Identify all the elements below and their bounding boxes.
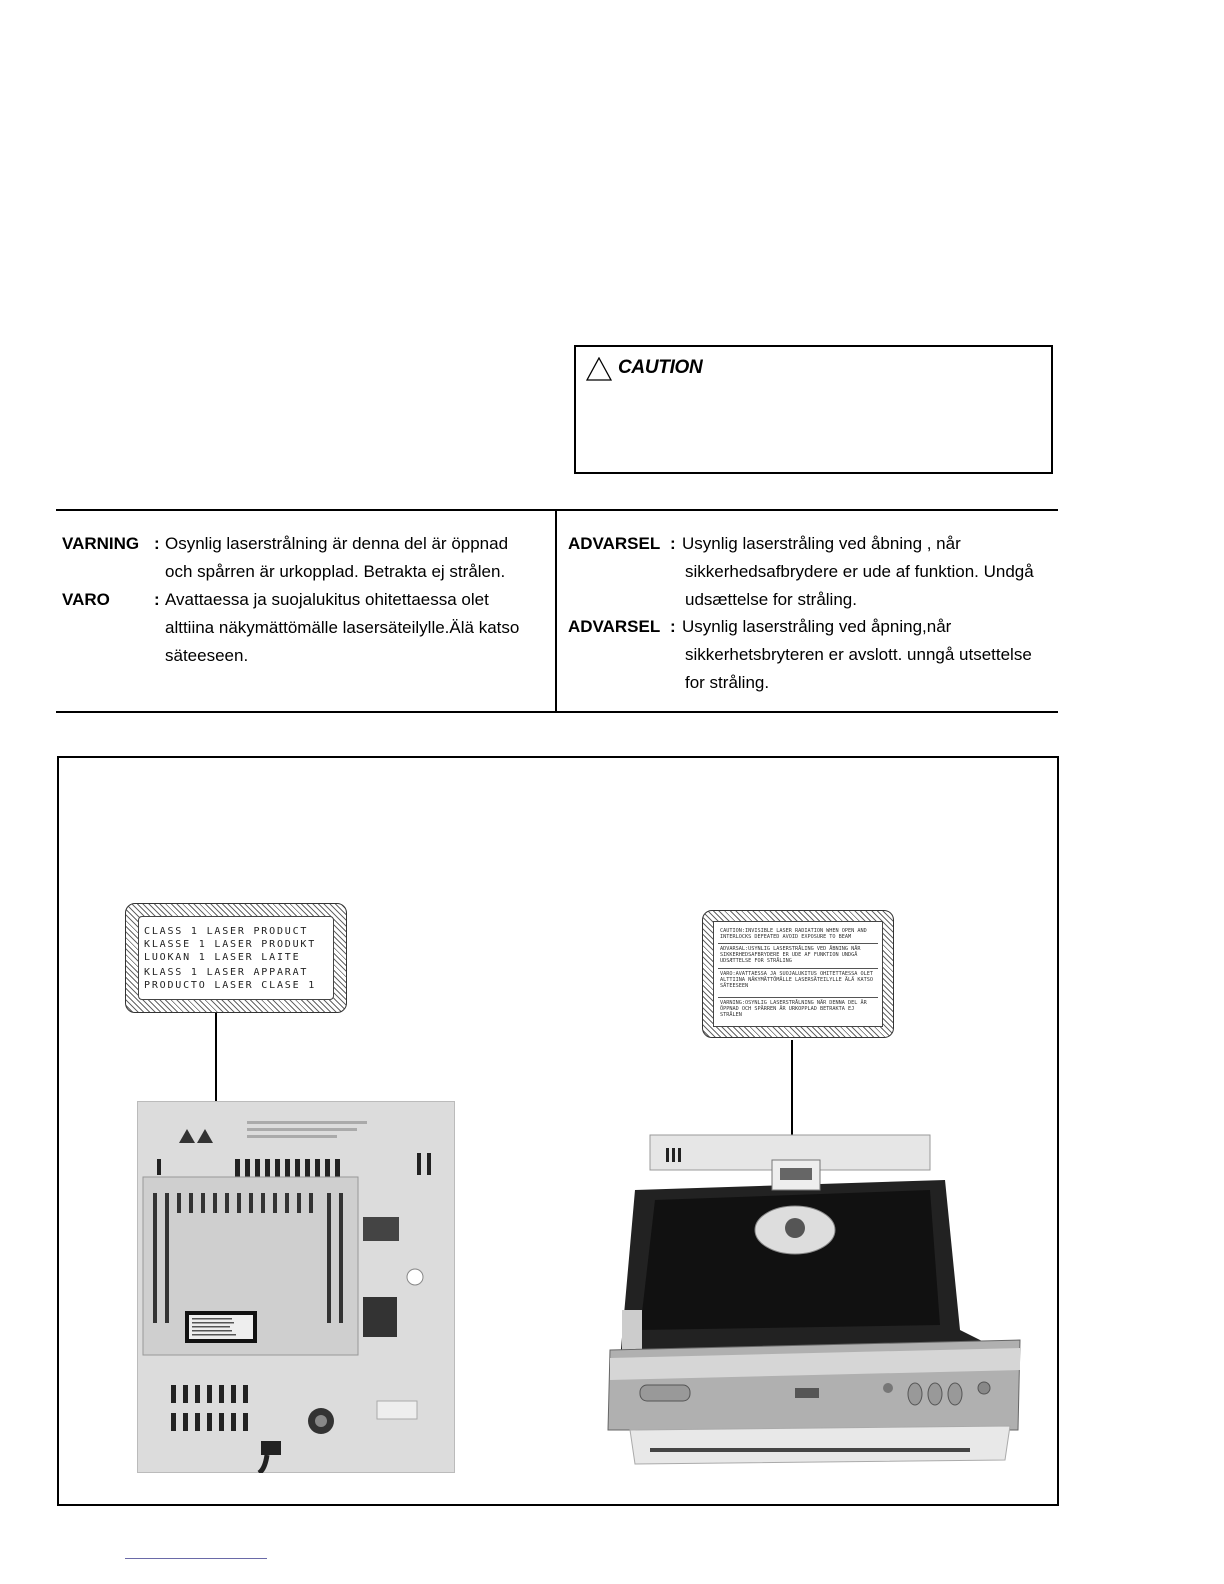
caution-label-block: CAUTION:INVISIBLE LASER RADIATION WHEN OPEN AND INTERLOCKS DEFEATED AVOID EXPOSURE TO BEAM: [720, 928, 867, 940]
warning-text-line: for stråling.: [685, 673, 770, 692]
warning-text-line: och spårren är urkopplad. Betrakta ej strålen.: [165, 562, 506, 581]
warning-label: ADVARSEL: [568, 534, 661, 553]
class1-label-line: KLASS 1 LASER APPARAT: [144, 967, 309, 978]
warning-colon: :: [154, 590, 160, 609]
warning-label: VARO: [62, 590, 110, 609]
warning-colon: :: [670, 617, 676, 636]
warning-text-line: Avattaessa ja suojalukitus ohitettaessa olet: [165, 590, 489, 609]
cd-mechanism-photo: [600, 1130, 1030, 1470]
caution-label-divider: [718, 968, 878, 969]
rear-panel-photo: [137, 1101, 455, 1473]
warning-advarsel-da: [568, 530, 1054, 620]
caution-label-block: ADVARSAL:USYNLIG LASERSTRÅLING VED ÅBNING NÅR SIKKERHEDSAFBRYDERE ER UDE AF FUNKTION UNDGÅ UDSÆTTELSE FOR STRÅLING: [720, 946, 861, 964]
warning-label: VARNING: [62, 534, 140, 553]
warning-text-line: Usynlig laserstråling ved åbning , når: [682, 534, 961, 553]
class1-label-line: LUOKAN 1 LASER LAITE: [144, 952, 301, 963]
footer-rule: [125, 1558, 267, 1559]
table-top-rule: [56, 509, 1058, 511]
warning-text-line: alttiina näkymättömälle lasersäteilylle.Älä katso: [165, 618, 520, 637]
class1-laser-label: [125, 903, 347, 1013]
warning-triangle-icon: [586, 357, 612, 381]
caution-laser-label: [702, 910, 894, 1038]
warning-varning: [62, 530, 547, 590]
caution-title: CAUTION: [618, 357, 703, 378]
warning-varo: [62, 586, 547, 676]
warning-text-line: sikkerhedsafbrydere er ude af funktion. Undgå: [685, 562, 1034, 581]
warning-colon: :: [154, 534, 160, 553]
caution-label-divider: [718, 943, 878, 944]
caution-box: [574, 345, 1053, 474]
class1-label-line: PRODUCTO LASER CLASE 1: [144, 980, 317, 991]
warning-advarsel-no: [568, 613, 1054, 703]
warning-text-line: Usynlig laserstråling ved åpning,når: [682, 617, 952, 636]
caution-label-block: VARNING:OSYNLIG LASERSTRÅLNING NÄR DENNA DEL ÄR ÖPPNAD OCH SPÄRREN ÄR URKOPPLAD BETRAKTA EJ STRÅLEN: [720, 1000, 867, 1018]
class1-label-line: KLASSE 1 LASER PRODUKT: [144, 939, 317, 950]
caution-label-block: VARO:AVATTAESSA JA SUOJALUKITUS OHITETTAESSA OLET ALTTIINA NÄKYMÄTTÖMÄLLE LASERSÄTEILYLLE ÄLÄ KATSO SÄTEESEEN: [720, 971, 874, 989]
warning-label: ADVARSEL: [568, 617, 661, 636]
warning-colon: :: [670, 534, 676, 553]
table-column-divider: [555, 509, 557, 713]
warning-text-line: sikkerhetsbryteren er avslott. unngå utsettelse: [685, 645, 1032, 664]
warning-text-line: säteeseen.: [165, 646, 249, 665]
table-bottom-rule: [56, 711, 1058, 713]
caution-label-inner: [713, 921, 883, 1027]
caution-label-divider: [718, 997, 878, 998]
class1-label-line: CLASS 1 LASER PRODUCT: [144, 926, 309, 937]
warning-text-line: udsættelse for stråling.: [685, 590, 857, 609]
warning-text-line: Osynlig laserstrålning är denna del är öppnad: [165, 534, 509, 553]
